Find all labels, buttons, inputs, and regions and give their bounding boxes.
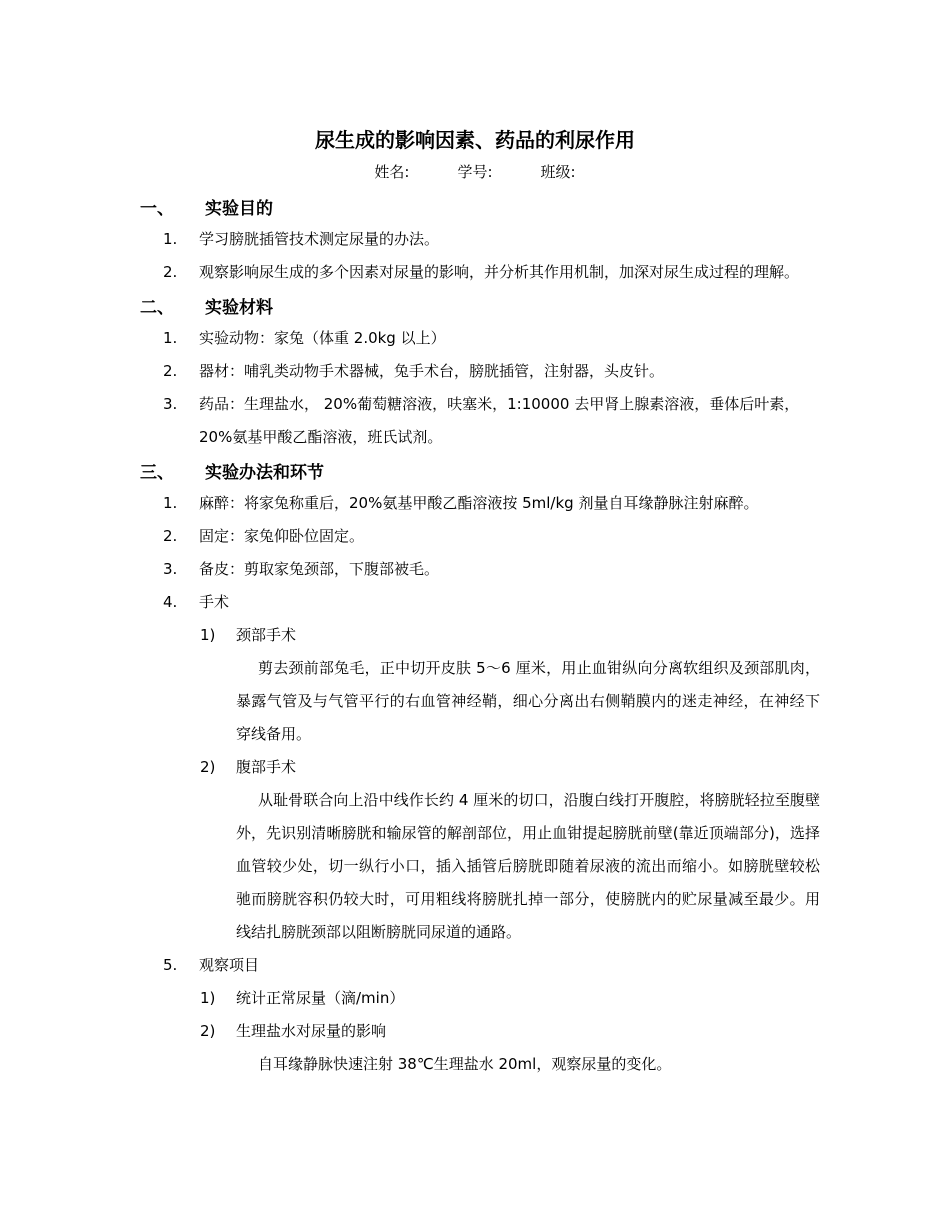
id-label: 学号: <box>457 163 493 181</box>
sub-item-text: 腹部手术 <box>236 758 297 776</box>
item-text: 观察项目 <box>199 956 260 974</box>
item-number: 5. <box>163 956 178 974</box>
section-heading <box>0 289 950 322</box>
procedure-paragraph: 剪去颈前部兔毛，正中切开皮肤 5～6 厘米，用止血钳纵向分离软组织及颈部肌肉，暴露气管及与气管平行的右血管神经鞘，细心分离出右侧鞘膜内的迷走神经，在神经下穿线备用。 <box>236 659 820 743</box>
student-info <box>0 161 950 183</box>
list-item <box>0 949 950 982</box>
section-number: 二、 <box>140 298 174 318</box>
sub-item <box>0 619 950 652</box>
list-item <box>0 355 950 388</box>
sub-item <box>0 982 950 1015</box>
list-item <box>0 322 950 355</box>
document-title: 尿生成的影响因素、药品的利尿作用 <box>315 128 635 152</box>
item-text: 手术 <box>199 593 230 611</box>
item-text: 学习膀胱插管技术测定尿量的办法。 <box>199 230 440 248</box>
sub-item-number: 2) <box>200 1022 216 1040</box>
list-item <box>0 553 950 586</box>
section-title: 实验材料 <box>205 298 273 318</box>
list-item <box>0 256 950 289</box>
sub-item-number: 1) <box>200 626 216 644</box>
list-item <box>0 223 950 256</box>
document-body <box>0 190 950 1081</box>
item-text: 固定：家兔仰卧位固定。 <box>199 527 365 545</box>
item-number: 3. <box>163 395 178 413</box>
sub-item-number: 2) <box>200 758 216 776</box>
item-number: 2. <box>163 527 178 545</box>
item-text: 观察影响尿生成的多个因素对尿量的影响，并分析其作用机制，加深对尿生成过程的理解。 <box>199 263 800 281</box>
list-item <box>0 586 950 619</box>
section-number: 一、 <box>140 199 174 219</box>
section-title: 实验办法和环节 <box>205 463 324 483</box>
list-item <box>0 388 950 454</box>
sub-item <box>0 751 950 784</box>
item-text: 备皮：剪取家兔颈部，下腹部被毛。 <box>199 560 440 578</box>
item-number: 4. <box>163 593 178 611</box>
procedure-paragraph: 从耻骨联合向上沿中线作长约 4 厘米的切口，沿腹白线打开腹腔，将膀胱轻拉至腹壁外，先识别清晰膀胱和输尿管的解剖部位，用止血钳提起膀胱前壁(靠近顶端部分)，选择血管较少处，切一纵行小口，插入插管后膀胱即随着尿液的流出而缩小。如膀胱壁较松驰而膀胱容积仍较大时，可用粗线将膀胱扎掉一部分，使膀胱内的贮尿量减至最少。用线结扎膀胱颈部以阻断膀胱同尿道的通路。 <box>236 791 820 941</box>
sub-item <box>0 1015 950 1048</box>
section-heading <box>0 454 950 487</box>
item-number: 1. <box>163 494 178 512</box>
item-number: 2. <box>163 263 178 281</box>
section-title: 实验目的 <box>205 199 273 219</box>
item-number: 3. <box>163 560 178 578</box>
sub-item-text: 颈部手术 <box>236 626 297 644</box>
item-number: 1. <box>163 230 178 248</box>
item-text: 药品：生理盐水， 20%葡萄糖溶液，呋塞米，1:10000 去甲肾上腺素溶液，垂体后叶素，20%氨基甲酸乙酯溶液，班氏试剂。 <box>199 395 800 446</box>
list-item <box>0 520 950 553</box>
item-number: 2. <box>163 362 178 380</box>
sub-item-text: 统计正常尿量（滴/min） <box>236 989 405 1007</box>
procedure-paragraph: 自耳缘静脉快速注射 38℃生理盐水 20ml，观察尿量的变化。 <box>258 1055 672 1073</box>
sub-item-text: 生理盐水对尿量的影响 <box>236 1022 387 1040</box>
name-label: 姓名: <box>374 163 410 181</box>
section-heading <box>0 190 950 223</box>
item-text: 实验动物：家兔（体重 2.0kg 以上） <box>199 329 446 347</box>
item-text: 器材：哺乳类动物手术器械，兔手术台，膀胱插管，注射器，头皮针。 <box>199 362 665 380</box>
class-label: 班级: <box>540 163 576 181</box>
item-number: 1. <box>163 329 178 347</box>
section-number: 三、 <box>140 463 174 483</box>
list-item <box>0 487 950 520</box>
sub-item-number: 1) <box>200 989 216 1007</box>
item-text: 麻醉：将家兔称重后，20%氨基甲酸乙酯溶液按 5ml/kg 剂量自耳缘静脉注射麻醉。 <box>199 494 759 512</box>
